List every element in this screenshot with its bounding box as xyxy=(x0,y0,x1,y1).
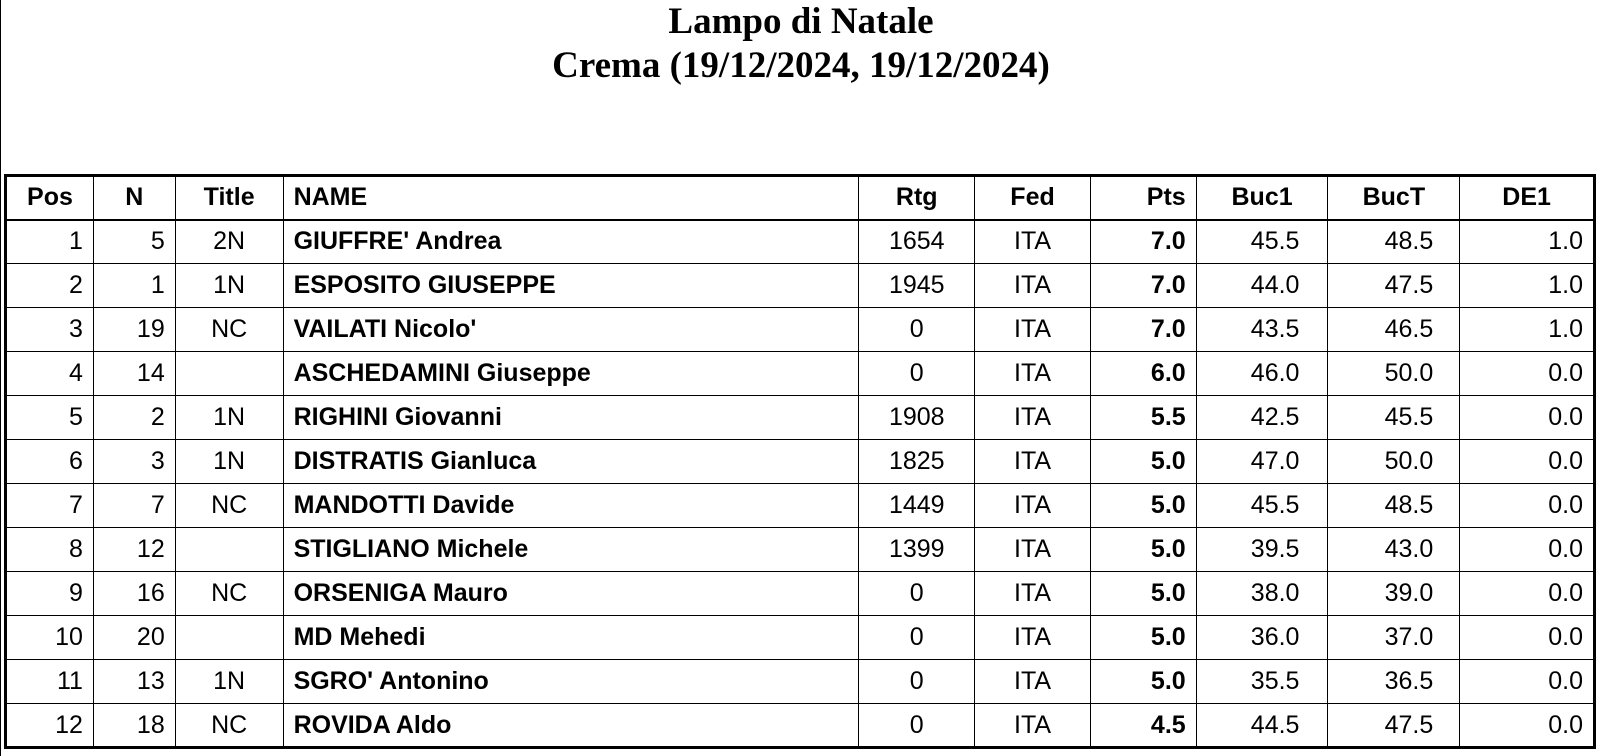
cell-pos: 5 xyxy=(6,396,94,440)
cell-buct: 48.5 xyxy=(1328,484,1460,528)
column-header-name: NAME xyxy=(283,176,859,220)
cell-fed: ITA xyxy=(975,484,1091,528)
cell-name: RIGHINI Giovanni xyxy=(283,396,859,440)
cell-pos: 9 xyxy=(6,572,94,616)
cell-pos: 1 xyxy=(6,220,94,264)
cell-pos: 4 xyxy=(6,352,94,396)
cell-n: 5 xyxy=(93,220,175,264)
cell-rtg: 1654 xyxy=(859,220,975,264)
cell-de1: 0.0 xyxy=(1460,484,1595,528)
cell-de1: 0.0 xyxy=(1460,396,1595,440)
cell-title xyxy=(175,616,283,660)
cell-n: 16 xyxy=(93,572,175,616)
cell-fed: ITA xyxy=(975,396,1091,440)
cell-name: ORSENIGA Mauro xyxy=(283,572,859,616)
table-row xyxy=(6,440,1595,484)
cell-pts: 7.0 xyxy=(1090,264,1196,308)
cell-de1: 0.0 xyxy=(1460,616,1595,660)
cell-rtg: 0 xyxy=(859,308,975,352)
cell-pts: 5.0 xyxy=(1090,616,1196,660)
cell-n: 18 xyxy=(93,704,175,748)
cell-name: ESPOSITO GIUSEPPE xyxy=(283,264,859,308)
cell-n: 13 xyxy=(93,660,175,704)
cell-buc1: 39.5 xyxy=(1196,528,1328,572)
cell-name: DISTRATIS Gianluca xyxy=(283,440,859,484)
cell-buc1: 42.5 xyxy=(1196,396,1328,440)
cell-fed: ITA xyxy=(975,308,1091,352)
cell-pts: 4.5 xyxy=(1090,704,1196,748)
cell-n: 3 xyxy=(93,440,175,484)
column-header-n: N xyxy=(93,176,175,220)
column-header-rtg: Rtg xyxy=(859,176,975,220)
cell-buc1: 43.5 xyxy=(1196,308,1328,352)
cell-de1: 1.0 xyxy=(1460,220,1595,264)
cell-n: 1 xyxy=(93,264,175,308)
cell-title xyxy=(175,528,283,572)
cell-title: 1N xyxy=(175,440,283,484)
cell-de1: 0.0 xyxy=(1460,572,1595,616)
cell-pts: 6.0 xyxy=(1090,352,1196,396)
cell-buc1: 45.5 xyxy=(1196,484,1328,528)
cell-pts: 7.0 xyxy=(1090,220,1196,264)
cell-title: 1N xyxy=(175,660,283,704)
table-header-row xyxy=(6,176,1595,220)
cell-title xyxy=(175,352,283,396)
cell-buct: 48.5 xyxy=(1328,220,1460,264)
cell-de1: 1.0 xyxy=(1460,264,1595,308)
cell-rtg: 1825 xyxy=(859,440,975,484)
cell-fed: ITA xyxy=(975,352,1091,396)
cell-de1: 0.0 xyxy=(1460,440,1595,484)
column-header-pts: Pts xyxy=(1090,176,1196,220)
column-header-pos: Pos xyxy=(6,176,94,220)
column-header-title: Title xyxy=(175,176,283,220)
cell-title: 2N xyxy=(175,220,283,264)
cell-n: 7 xyxy=(93,484,175,528)
table-row xyxy=(6,484,1595,528)
cell-rtg: 1399 xyxy=(859,528,975,572)
standings-body xyxy=(6,220,1595,748)
cell-fed: ITA xyxy=(975,528,1091,572)
cell-n: 19 xyxy=(93,308,175,352)
cell-buct: 47.5 xyxy=(1328,264,1460,308)
cell-buc1: 45.5 xyxy=(1196,220,1328,264)
title-block xyxy=(1,0,1600,88)
cell-rtg: 1449 xyxy=(859,484,975,528)
table-row xyxy=(6,352,1595,396)
cell-pts: 7.0 xyxy=(1090,308,1196,352)
standings-table xyxy=(4,174,1596,749)
cell-buct: 50.0 xyxy=(1328,440,1460,484)
cell-rtg: 1945 xyxy=(859,264,975,308)
column-header-fed: Fed xyxy=(975,176,1091,220)
cell-buct: 36.5 xyxy=(1328,660,1460,704)
cell-pos: 12 xyxy=(6,704,94,748)
cell-fed: ITA xyxy=(975,616,1091,660)
cell-pts: 5.0 xyxy=(1090,528,1196,572)
cell-buc1: 44.0 xyxy=(1196,264,1328,308)
cell-n: 20 xyxy=(93,616,175,660)
cell-rtg: 0 xyxy=(859,352,975,396)
table-row xyxy=(6,616,1595,660)
cell-pos: 11 xyxy=(6,660,94,704)
cell-de1: 0.0 xyxy=(1460,528,1595,572)
tournament-subtitle: Crema (19/12/2024, 19/12/2024) xyxy=(552,45,1050,86)
cell-buct: 47.5 xyxy=(1328,704,1460,748)
cell-rtg: 0 xyxy=(859,572,975,616)
table-row xyxy=(6,220,1595,264)
cell-buc1: 38.0 xyxy=(1196,572,1328,616)
cell-title: 1N xyxy=(175,396,283,440)
cell-buc1: 44.5 xyxy=(1196,704,1328,748)
table-row xyxy=(6,396,1595,440)
cell-pts: 5.0 xyxy=(1090,484,1196,528)
cell-fed: ITA xyxy=(975,572,1091,616)
column-header-de1: DE1 xyxy=(1460,176,1595,220)
cell-pos: 8 xyxy=(6,528,94,572)
cell-rtg: 0 xyxy=(859,704,975,748)
cell-pos: 10 xyxy=(6,616,94,660)
cell-de1: 0.0 xyxy=(1460,352,1595,396)
cell-pos: 6 xyxy=(6,440,94,484)
cell-pts: 5.0 xyxy=(1090,660,1196,704)
cell-pts: 5.5 xyxy=(1090,396,1196,440)
table-row xyxy=(6,264,1595,308)
cell-de1: 0.0 xyxy=(1460,660,1595,704)
cell-fed: ITA xyxy=(975,264,1091,308)
cell-rtg: 0 xyxy=(859,616,975,660)
cell-de1: 1.0 xyxy=(1460,308,1595,352)
cell-buct: 37.0 xyxy=(1328,616,1460,660)
table-row xyxy=(6,308,1595,352)
cell-buct: 50.0 xyxy=(1328,352,1460,396)
cell-name: MD Mehedi xyxy=(283,616,859,660)
cell-buct: 46.5 xyxy=(1328,308,1460,352)
table-row xyxy=(6,660,1595,704)
cell-pos: 3 xyxy=(6,308,94,352)
cell-buc1: 46.0 xyxy=(1196,352,1328,396)
cell-fed: ITA xyxy=(975,440,1091,484)
cell-n: 12 xyxy=(93,528,175,572)
cell-n: 2 xyxy=(93,396,175,440)
cell-title: NC xyxy=(175,308,283,352)
cell-buct: 39.0 xyxy=(1328,572,1460,616)
cell-buc1: 47.0 xyxy=(1196,440,1328,484)
cell-rtg: 0 xyxy=(859,660,975,704)
column-header-buc1: Buc1 xyxy=(1196,176,1328,220)
cell-name: MANDOTTI Davide xyxy=(283,484,859,528)
cell-fed: ITA xyxy=(975,704,1091,748)
table-row xyxy=(6,528,1595,572)
cell-title: NC xyxy=(175,484,283,528)
table-row xyxy=(6,704,1595,748)
cell-de1: 0.0 xyxy=(1460,704,1595,748)
cell-title: NC xyxy=(175,572,283,616)
cell-n: 14 xyxy=(93,352,175,396)
cell-buc1: 35.5 xyxy=(1196,660,1328,704)
cell-name: STIGLIANO Michele xyxy=(283,528,859,572)
column-header-buct: BucT xyxy=(1328,176,1460,220)
cell-pos: 2 xyxy=(6,264,94,308)
cell-pos: 7 xyxy=(6,484,94,528)
cell-pts: 5.0 xyxy=(1090,572,1196,616)
table-row xyxy=(6,572,1595,616)
cell-fed: ITA xyxy=(975,220,1091,264)
cell-buct: 43.0 xyxy=(1328,528,1460,572)
cell-title: 1N xyxy=(175,264,283,308)
cell-name: ROVIDA Aldo xyxy=(283,704,859,748)
cell-buc1: 36.0 xyxy=(1196,616,1328,660)
cell-name: ASCHEDAMINI Giuseppe xyxy=(283,352,859,396)
cell-name: SGRO' Antonino xyxy=(283,660,859,704)
cell-name: VAILATI Nicolo' xyxy=(283,308,859,352)
tournament-title: Lampo di Natale xyxy=(668,1,934,42)
cell-rtg: 1908 xyxy=(859,396,975,440)
cell-name: GIUFFRE' Andrea xyxy=(283,220,859,264)
cell-pts: 5.0 xyxy=(1090,440,1196,484)
cell-title: NC xyxy=(175,704,283,748)
cell-fed: ITA xyxy=(975,660,1091,704)
cell-buct: 45.5 xyxy=(1328,396,1460,440)
